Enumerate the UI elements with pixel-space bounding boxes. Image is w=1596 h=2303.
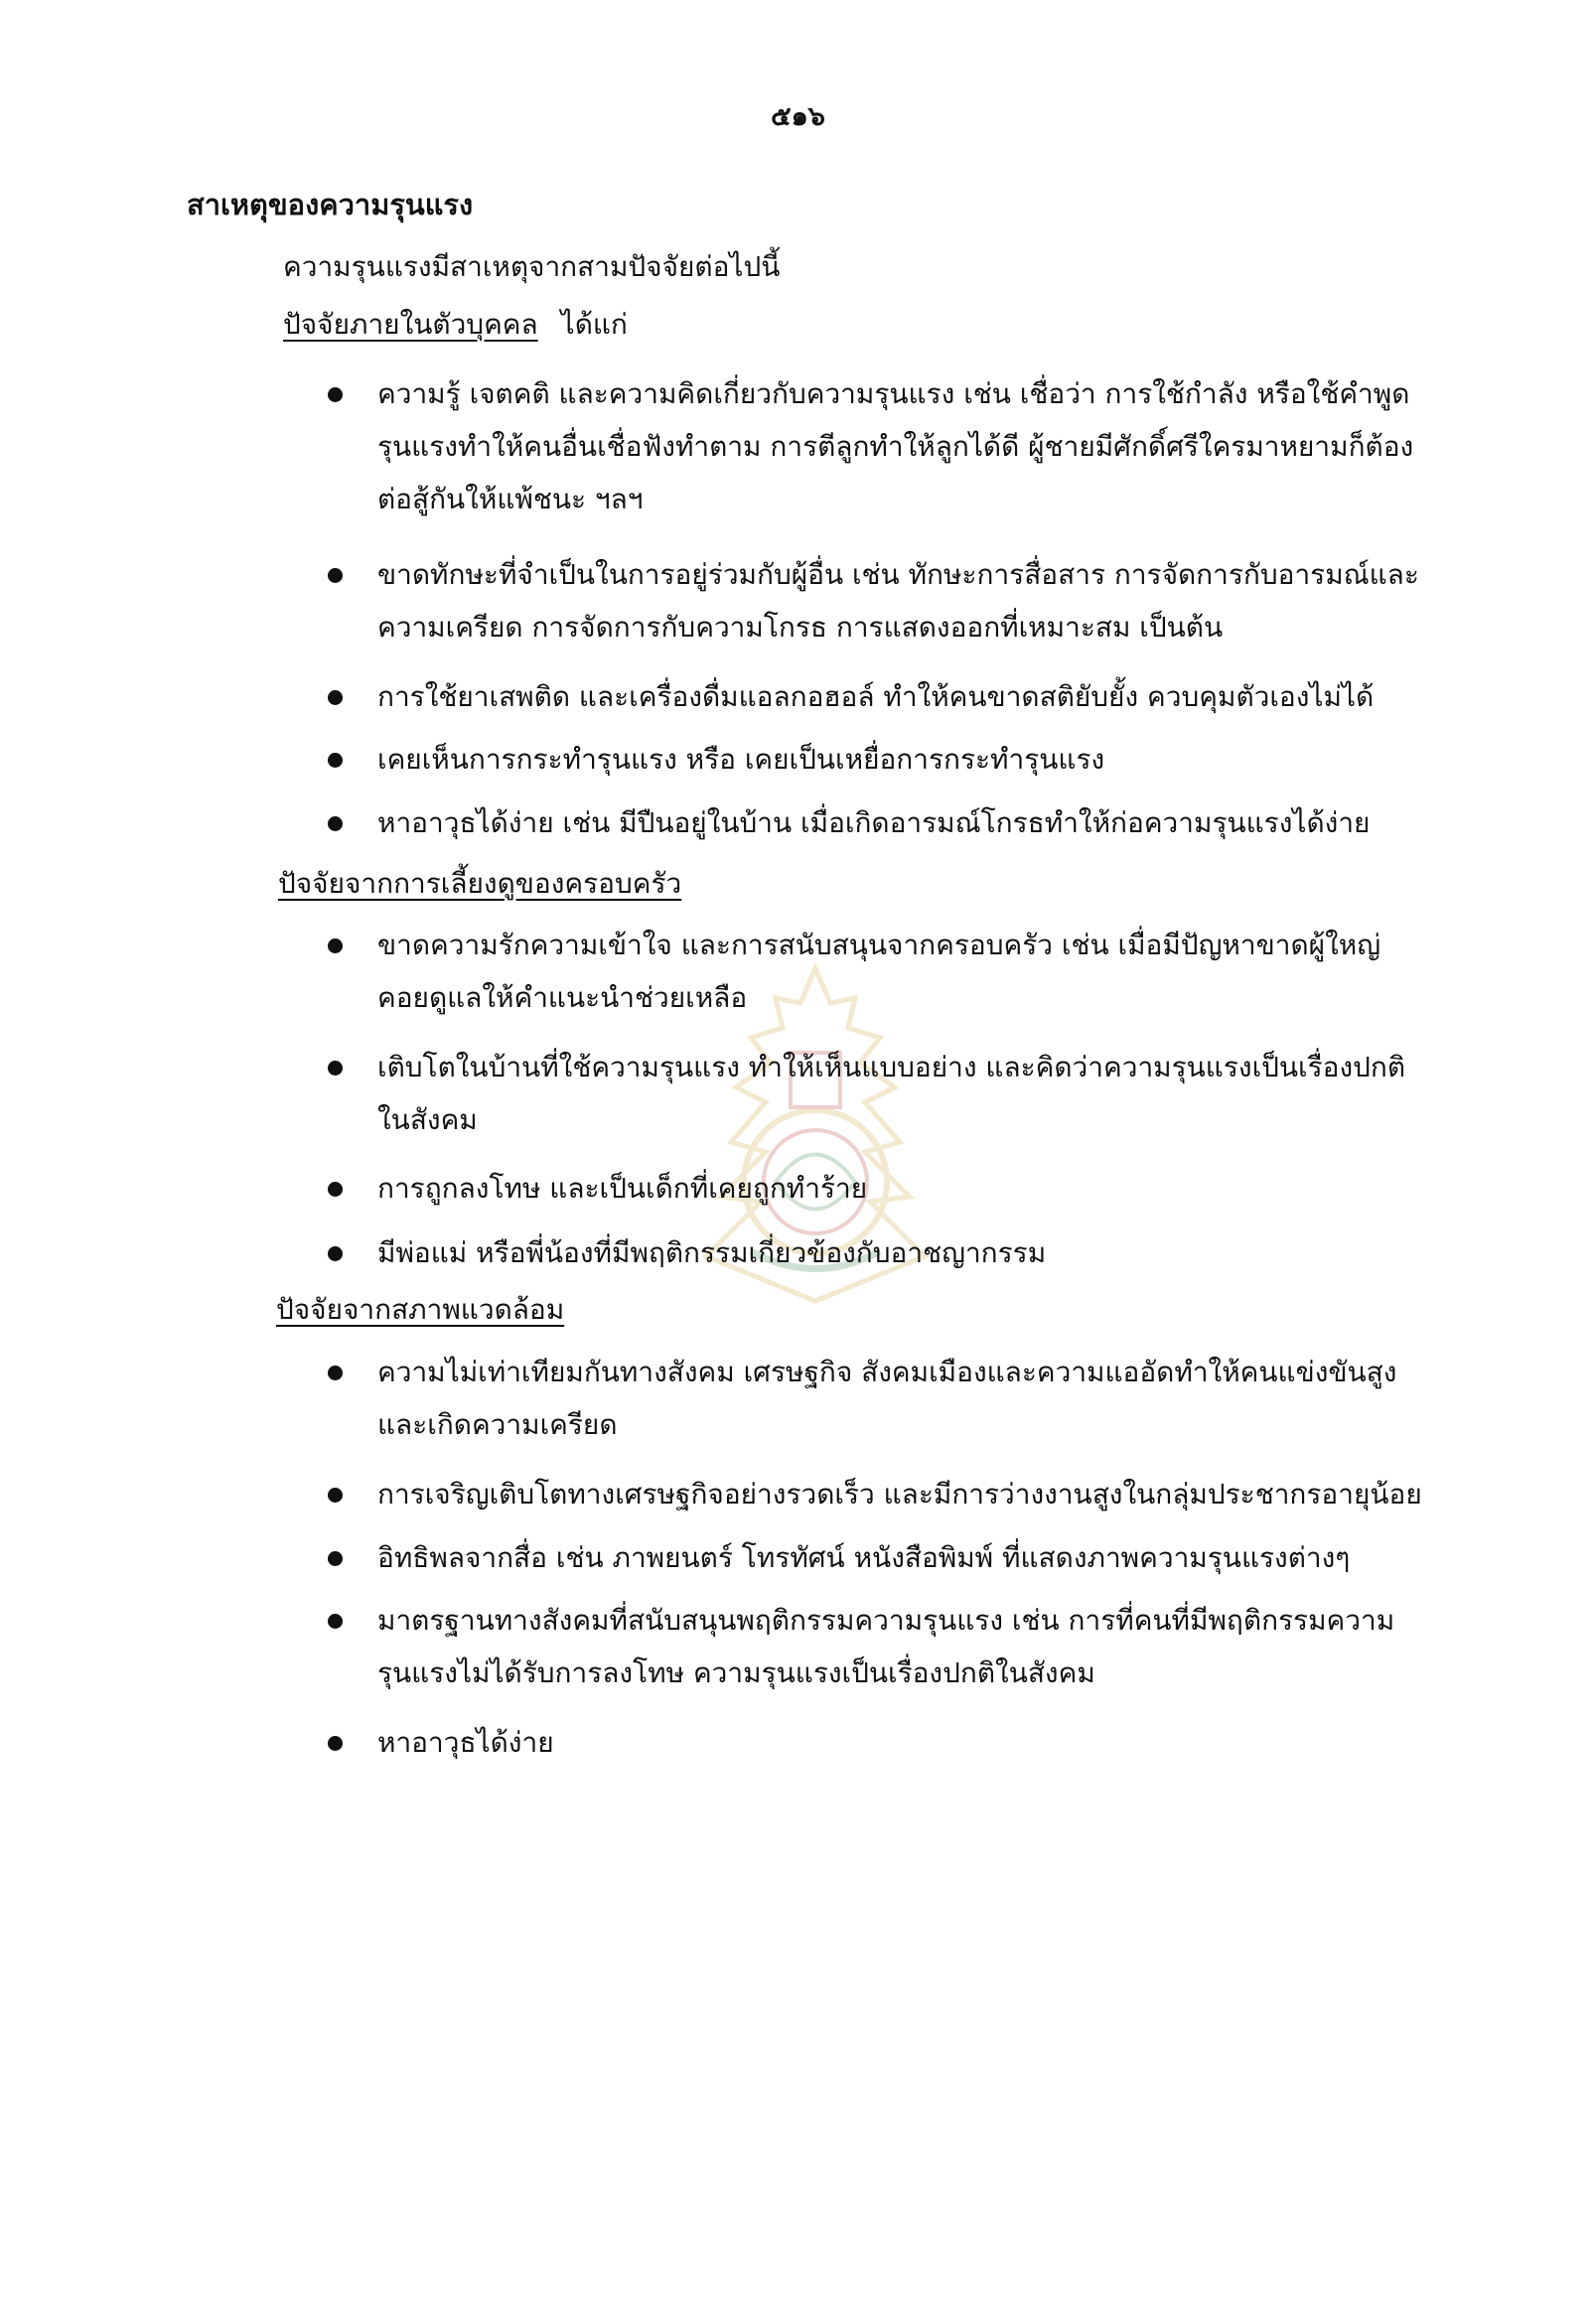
bullet-icon [328, 1551, 343, 1566]
section-title-text: ปัจจัยภายในตัวบุคคล [283, 308, 538, 341]
list-item-text: หาอาวุธได้ง่าย เช่น มีปืนอยู่ในบ้าน เมื่อเกิดอารมณ์โกรธทำให้ก่อความรุนแรงได้ง่าย [377, 806, 1371, 839]
section-title-suffix: ได้แก่ [560, 308, 628, 341]
bullet-icon [328, 690, 343, 705]
list-item-text: ขาดทักษะที่จำเป็นในการอยู่ร่วมกับผู้อื่น เช่น ทักษะการสื่อสาร การจัดการกับอารมณ์และความเครียด การจัดการกับความโกรธ การแสดงออกที่เหมาะสม เป็นต้น [377, 558, 1419, 644]
list-item-text: ความรู้ เจตคติ และความคิดเกี่ยวกับความรุนแรง เช่น เชื่อว่า การใช้กำลัง หรือใช้คำพูดรุนแรงทำให้คนอื่นเชื่อฟังทำตาม การตีลูกทำให้ลูกได้ดี ผู้ชายมีศักดิ์ศรีใครมาหยามก็ต้องต่อสู้กันให้แพ้ชนะ ฯลฯ [377, 377, 1414, 515]
bullet-icon [328, 1061, 343, 1076]
section-heading: สาเหตุของความรุนแรง [187, 188, 474, 221]
list-item-text: เคยเห็นการกระทำรุนแรง หรือ เคยเป็นเหยื่อการกระทำรุนแรง [377, 743, 1105, 776]
list-item-text: ความไม่เท่าเทียมกันทางสังคม เศรษฐกิจ สังคมเมืองและความแออัดทำให้คนแข่งขันสูงและเกิดความเครียด [377, 1356, 1397, 1441]
list-item [328, 1594, 1430, 1703]
section-title-text: ปัจจัยจากสภาพแวดล้อม [276, 1293, 565, 1326]
list-item [328, 367, 1430, 526]
bullet-icon [328, 1614, 343, 1629]
bullet-icon [328, 938, 343, 953]
bullet-icon [328, 816, 343, 831]
list-item [328, 733, 1430, 788]
list-item [328, 548, 1430, 657]
section-title-environment [276, 1288, 564, 1332]
bullet-icon [328, 1246, 343, 1261]
list-item [328, 1468, 1430, 1522]
bullet-icon [328, 1488, 343, 1503]
list-item-text: ขาดความรักความเข้าใจ และการสนับสนุนจากครอบครัว เช่น เมื่อมีปัญหาขาดผู้ใหญ่คอยดูแลให้คำแนะนำช่วยเหลือ [377, 929, 1381, 1014]
bullet-icon [328, 753, 343, 768]
bullet-icon [328, 1366, 343, 1380]
list-item-text: อิทธิพลจากสื่อ เช่น ภาพยนตร์ โทรทัศน์ หนังสือพิมพ์ ที่แสดงภาพความรุนแรงต่างๆ [377, 1541, 1351, 1574]
list-item [328, 670, 1430, 725]
section-title-text: ปัจจัยจากการเลี้ยงดูของครอบครัว [278, 867, 682, 900]
list-item [328, 796, 1430, 851]
list-item-text: มีพ่อแม่ หรือพี่น้องที่มีพฤติกรรมเกี่ยวข้องกับอาชญากรรม [377, 1236, 1047, 1269]
list-item-text: เติบโตในบ้านที่ใช้ความรุนแรง ทำให้เห็นแบบอย่าง และคิดว่าความรุนแรงเป็นเรื่องปกติในสังคม [377, 1051, 1406, 1136]
section-title-personal [283, 303, 628, 347]
bullet-icon [328, 568, 343, 583]
list-item-text: หาอาวุธได้ง่าย [377, 1726, 554, 1759]
bullet-icon [328, 1182, 343, 1197]
page-number: ๕๑๖ [771, 101, 825, 132]
list-item-text: มาตรฐานทางสังคมที่สนับสนุนพฤติกรรมความรุนแรง เช่น การที่คนที่มีพฤติกรรมความรุนแรงไม่ได้รับการลงโทษ ความรุนแรงเป็นเรื่องปกติในสังคม [377, 1604, 1395, 1689]
list-item [328, 919, 1430, 1028]
list-item [328, 1716, 1430, 1771]
section-title-family [278, 862, 681, 906]
bullet-icon [328, 1736, 343, 1751]
list-item [328, 1226, 1430, 1281]
bullet-icon [328, 387, 343, 402]
list-item-text: การถูกลงโทษ และเป็นเด็กที่เคยถูกทำร้าย [377, 1172, 868, 1205]
list-item-text: การเจริญเติบโตทางเศรษฐกิจอย่างรวดเร็ว และมีการว่างงานสูงในกลุ่มประชากรอายุน้อย [377, 1478, 1422, 1511]
intro-text: ความรุนแรงมีสาเหตุจากสามปัจจัยต่อไปนี้ [283, 250, 781, 283]
list-item [328, 1041, 1430, 1150]
list-item-text: การใช้ยาเสพติด และเครื่องดื่มแอลกอฮอล์ ทำให้คนขาดสติยับยั้ง ควบคุมตัวเองไม่ได้ [377, 680, 1375, 713]
list-item [328, 1346, 1430, 1455]
list-item [328, 1162, 1430, 1217]
list-item [328, 1531, 1430, 1586]
